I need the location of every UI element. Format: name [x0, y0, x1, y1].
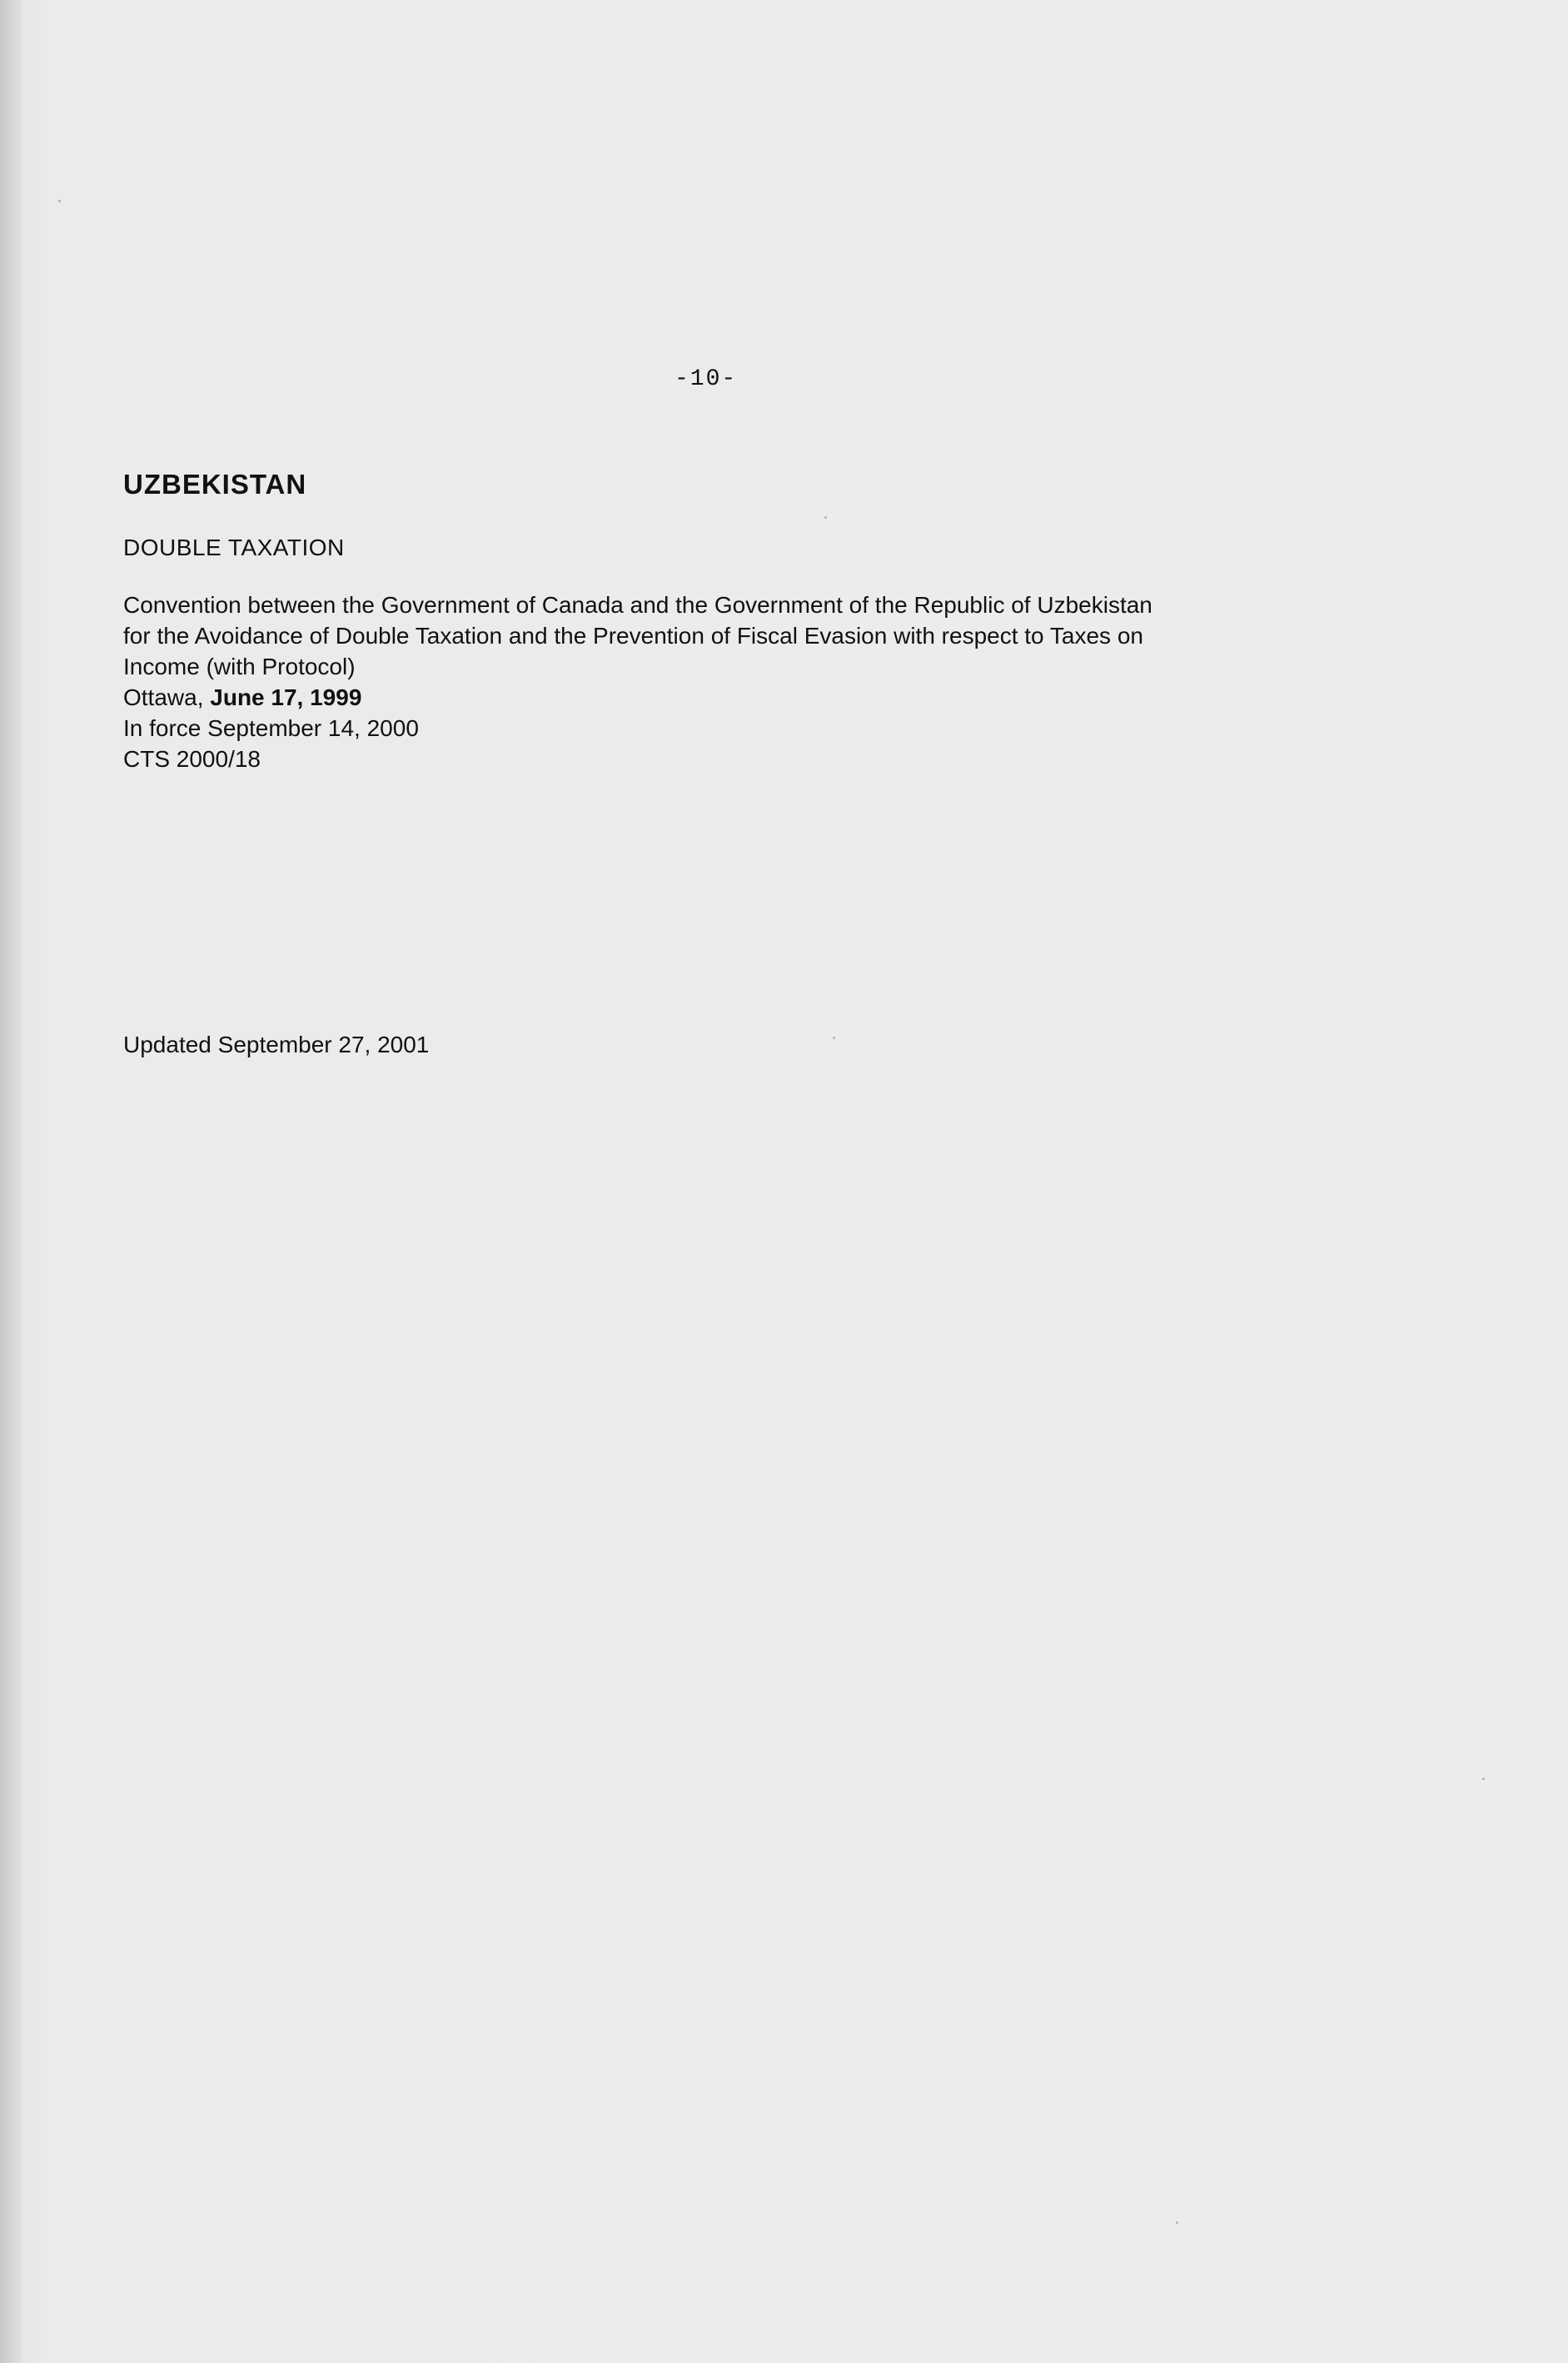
treaty-title-line-2: for the Avoidance of Double Taxation and the Prevention of Fiscal Evasion with respect to Taxes on [123, 623, 1143, 649]
paper-speck [824, 516, 827, 519]
treaty-title-line-1: Convention between the Government of Canada and the Government of the Republic of Uzbekistan [123, 592, 1152, 618]
treaty-entry [123, 590, 1422, 774]
page-number: -10- [674, 366, 738, 392]
paper-speck [833, 1037, 835, 1039]
treaty-cts-reference: CTS 2000/18 [123, 746, 261, 772]
paper-speck [58, 200, 61, 202]
treaty-signed-date: June 17, 1999 [210, 684, 362, 710]
country-heading: UZBEKISTAN [123, 469, 307, 500]
treaty-signed-line [123, 682, 1422, 713]
updated-date: Updated September 27, 2001 [123, 1032, 430, 1057]
category-heading: DOUBLE TAXATION [123, 535, 345, 560]
paper-speck [1176, 2221, 1178, 2224]
treaty-in-force: In force September 14, 2000 [123, 715, 419, 741]
treaty-signed-place: Ottawa, [123, 684, 211, 710]
paper-speck [1482, 1778, 1485, 1780]
treaty-title-line-3: Income (with Protocol) [123, 654, 356, 679]
